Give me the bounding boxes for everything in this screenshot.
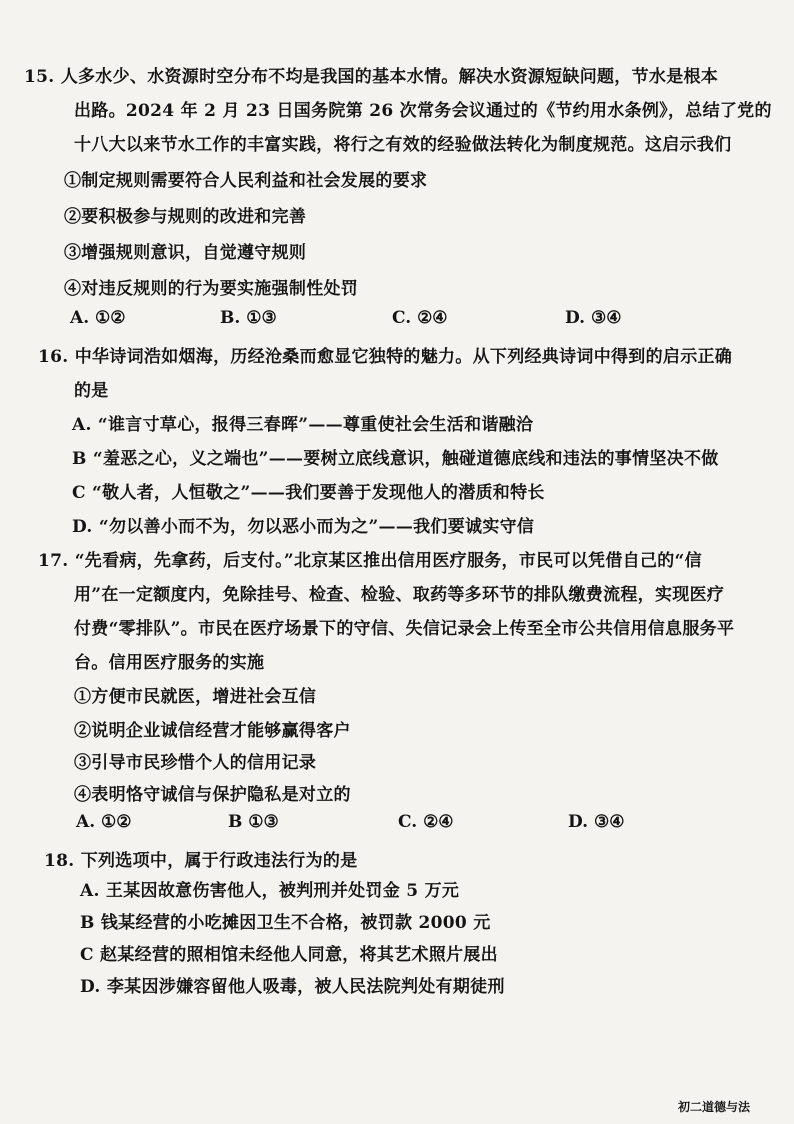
question-15-item-3: ③增强规则意识，自觉遵守规则 — [64, 243, 307, 263]
option-b: B. ①③ — [220, 308, 277, 328]
question-18-stem: 18. 下列选项中，属于行政违法行为的是 — [44, 851, 358, 871]
question-18-choice-d: D. 李某因涉嫌容留他人吸毒，被人民法院判处有期徒刑 — [80, 977, 505, 997]
question-17-item-3: ③引导市民珍惜个人的信用记录 — [74, 753, 317, 773]
question-15-item-1: ①制定规则需要符合人民利益和社会发展的要求 — [64, 171, 428, 191]
option-a: A. ①② — [70, 308, 126, 328]
question-16-choice-c: C “敬人者，人恒敬之”——我们要善于发现他人的潜质和特长 — [72, 483, 545, 503]
question-18-choice-c: C 赵某经营的照相馆未经他人同意，将其艺术照片展出 — [80, 945, 498, 965]
question-16-choice-b: B “羞恶之心，义之端也”——要树立底线意识，触碰道德底线和违法的事情坚决不做 — [72, 449, 719, 469]
question-17-stem-line-2: 用”在一定额度内，免除挂号、检查、检验、取药等多环节的排队缴费流程，实现医疗 — [74, 585, 725, 605]
option-c: C. ②④ — [398, 812, 454, 832]
question-16-stem-line-2: 的是 — [74, 381, 109, 401]
question-16-stem-line-1: 16. 中华诗词浩如烟海，历经沧桑而愈显它独特的魅力。从下列经典诗词中得到的启示正确 — [38, 347, 733, 367]
option-a: A. ①② — [76, 812, 132, 832]
question-15-item-2: ②要积极参与规则的改进和完善 — [64, 207, 307, 227]
question-16-choice-d: D. “勿以善小而不为，勿以恶小而为之”——我们要诚实守信 — [72, 517, 535, 537]
question-18-choice-a: A. 王某因故意伤害他人，被判刑并处罚金 5 万元 — [80, 881, 460, 901]
option-d: D. ③④ — [568, 812, 625, 832]
question-17-stem-line-4: 台。信用医疗服务的实施 — [74, 653, 265, 673]
question-17-item-1: ①方便市民就医，增进社会互信 — [74, 687, 317, 707]
question-17-item-2: ②说明企业诚信经营才能够赢得客户 — [74, 721, 351, 741]
question-15-item-4: ④对违反规则的行为要实施强制性处罚 — [64, 279, 359, 299]
question-17-stem-line-3: 付费“零排队”。市民在医疗场景下的守信、失信记录会上传至全市公共信用信息服务平 — [74, 619, 735, 639]
question-15-stem-line-3: 十八大以来节水工作的丰富实践，将行之有效的经验做法转化为制度规范。这启示我们 — [74, 135, 732, 155]
option-d: D. ③④ — [565, 308, 622, 328]
question-16-choice-a: A. “谁言寸草心，报得三春晖”——尊重使社会生活和谐融洽 — [72, 415, 534, 435]
question-15-stem-line-2: 出路。2024 年 2 月 23 日国务院第 26 次常务会议通过的《节约用水条例》，总结了党的 — [74, 101, 772, 121]
question-17-item-4: ④表明恪守诚信与保护隐私是对立的 — [74, 785, 351, 805]
page-footer: 初二道德与法 — [677, 1100, 750, 1114]
option-b: B ①③ — [228, 812, 279, 832]
question-15-stem-line-1: 15. 人多水少、水资源时空分布不均是我国的基本水情。解决水资源短缺问题，节水是根本 — [24, 67, 719, 87]
option-c: C. ②④ — [392, 308, 448, 328]
question-17-stem-line-1: 17. “先看病，先拿药，后支付。”北京某区推出信用医疗服务，市民可以凭借自己的“信 — [38, 551, 702, 571]
question-18-choice-b: B 钱某经营的小吃摊因卫生不合格，被罚款 2000 元 — [80, 913, 491, 933]
